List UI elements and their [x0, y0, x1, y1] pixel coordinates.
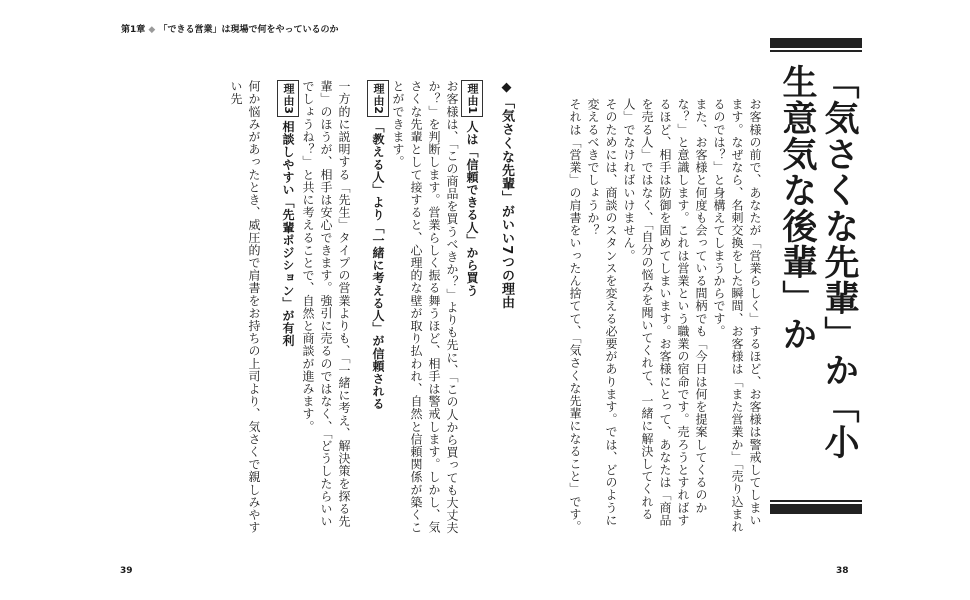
paragraph: また、お客様と何度も会っている間柄でも「今日は何を提案してくるのかな？」と意識します。これは営業という職業の宿命です。売ろうとすればするほど、相手は防御を固めてしまいます。お客様にとって、あなたは「商品を売る人」ではなく、「自分の悩みを聞いてくれて、一緒に解決してくれる人」でなければいけません。 [622, 98, 708, 527]
reason-heading [461, 80, 483, 540]
section-title-block [770, 38, 862, 514]
right-page-body [538, 98, 764, 538]
reason-tag: 理由3 [277, 80, 299, 117]
paragraph: そのためには、商談のスタンスを変える必要があります。では、どのように変えるべきでしょうか？ [586, 98, 618, 527]
reason-heading [277, 80, 299, 540]
diamond-icon: ◆ [148, 25, 156, 35]
title-top-rule [770, 38, 862, 48]
reason-tag: 理由2 [367, 80, 389, 117]
reason-heading [367, 80, 389, 540]
left-page-body [120, 80, 515, 540]
reason-body: 一方的に説明する「先生」タイプの営業よりも、「一緒に考え、解決策を探る先輩」のほうが、相手は安心できます。強引に売るのではなく、「どうしたらいいでしょうね？」と共に考えることで、自然と商談が進みます。 [301, 80, 351, 528]
reason-body: 何か悩みがあったとき、威圧的で肩書をお持ちの上司より、気さくで親しみやすい先 [229, 80, 261, 534]
reason-title: 「教える人」より「一緒に考える人」が信頼される [371, 120, 385, 411]
chapter-label: 第1章 [121, 25, 146, 35]
paragraph: それは「営業」の肩書をいったん捨てて、「気さくな先輩になること」です。 [568, 98, 582, 533]
running-header [121, 22, 338, 35]
page-number-left: 39 [120, 566, 133, 576]
page-number-right: 38 [836, 566, 849, 576]
reason-title: 相談しやすい「先輩ポジション」が有利 [281, 120, 295, 348]
title-bottom-rule [770, 504, 862, 514]
section-title: 「気さくな先輩」か「小生意気な後輩」か [777, 64, 859, 460]
paragraph: お客様の前で、あなたが「営業らしく」するほど、お客様は警戒してしまいます。なぜなら、名刺交換をした瞬間、お客様は「また営業か」「売り込まれるのでは？」と身構えてしまうからです。 [712, 98, 762, 533]
reason-tag: 理由1 [461, 80, 483, 117]
reason-body: お客様は、「この商品を買うべきか？」よりも先に、「この人から買っても大丈夫か？」を判断します。営業らしく振る舞うほど、相手は警戒します。しかし、気さくな先輩として接すると、心理的な壁が取り払われ、自然と信頼関係が築くことができます。 [391, 80, 459, 535]
section-heading: ◆「気さくな先輩」がいい7つの理由 [499, 80, 514, 310]
chapter-title: 「できる営業」は現場で何をやっているのか [158, 25, 339, 35]
reason-title: 人は「信頼できる人」から買う [465, 120, 479, 297]
